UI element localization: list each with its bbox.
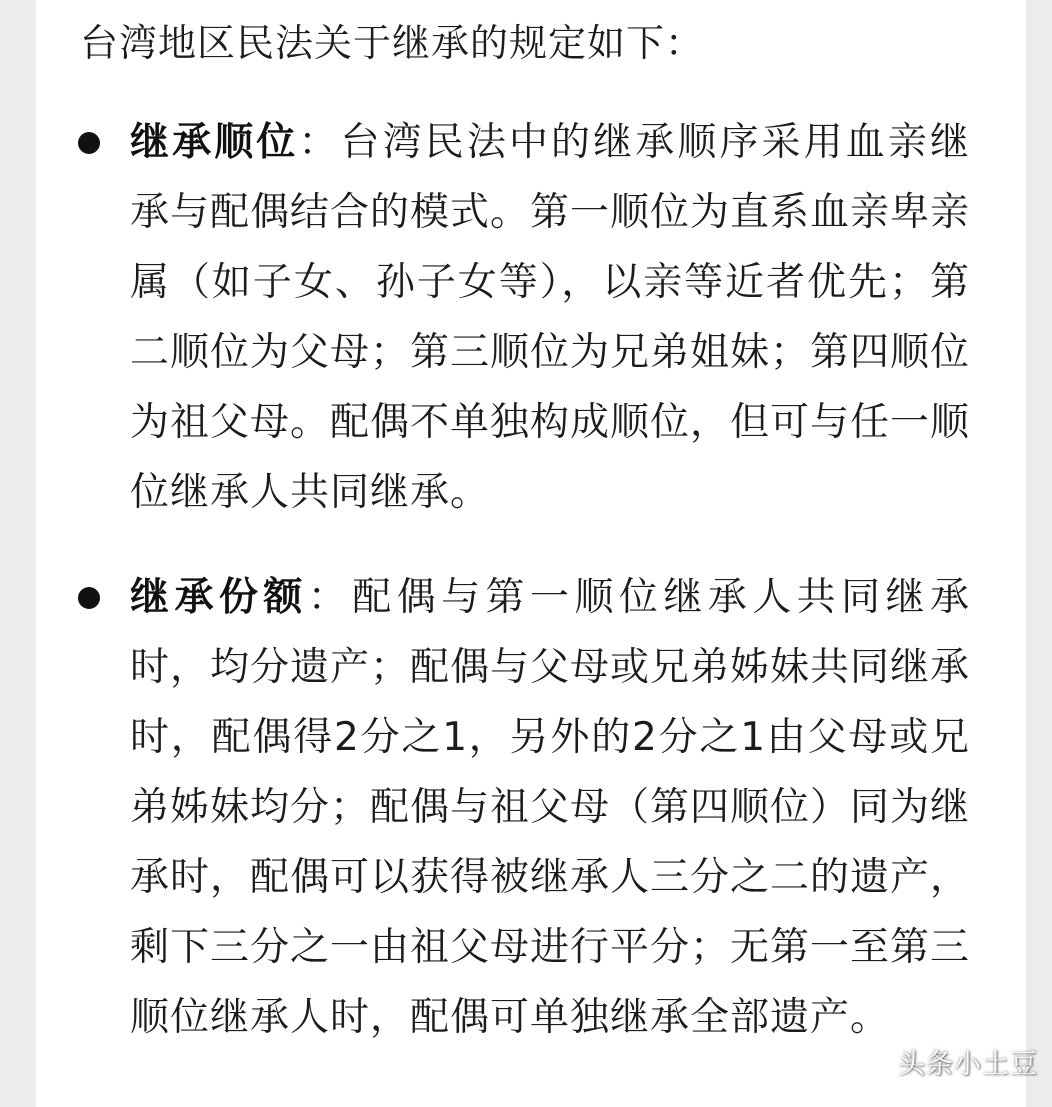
bullet-dot (78, 132, 100, 154)
list-item-inheritance-order (130, 108, 970, 528)
term-inheritance-order: 继承顺位 (130, 120, 299, 165)
intro-text: 台湾地区民法关于继承的规定如下： (80, 21, 705, 65)
item-body-inheritance-order: 台湾民法中的继承顺序采用血亲继承与配偶结合的模式。第一顺位为直系血亲卑亲属（如子女、孙子女等），以亲等近者优先；第二顺位为父母；第三顺位为兄弟姐妹；第四顺位为祖父母。配偶不单独构成顺位，但可与任一顺位继承人共同继承。 (130, 120, 971, 515)
list-item-inheritance-share (130, 563, 970, 1053)
term-separator: ： (298, 120, 341, 165)
bullet-dot (78, 587, 100, 609)
term-separator: ： (307, 575, 353, 620)
item-body-inheritance-share: 配偶与第一顺位继承人共同继承时，均分遗产；配偶与父母或兄弟姊妹共同继承时，配偶得2分之1，另外的2分之1由父母或兄弟姊妹均分；配偶与祖父母（第四顺位）同为继承时，配偶可以获得被继承人三分之二的遗产，剩下三分之一由祖父母进行平分；无第一至第三顺位继承人时，配偶可单独继承全部遗产。 (130, 575, 971, 1040)
term-inheritance-share: 继承份额 (130, 575, 308, 620)
watermark: 头条小土豆 (898, 1049, 1038, 1080)
